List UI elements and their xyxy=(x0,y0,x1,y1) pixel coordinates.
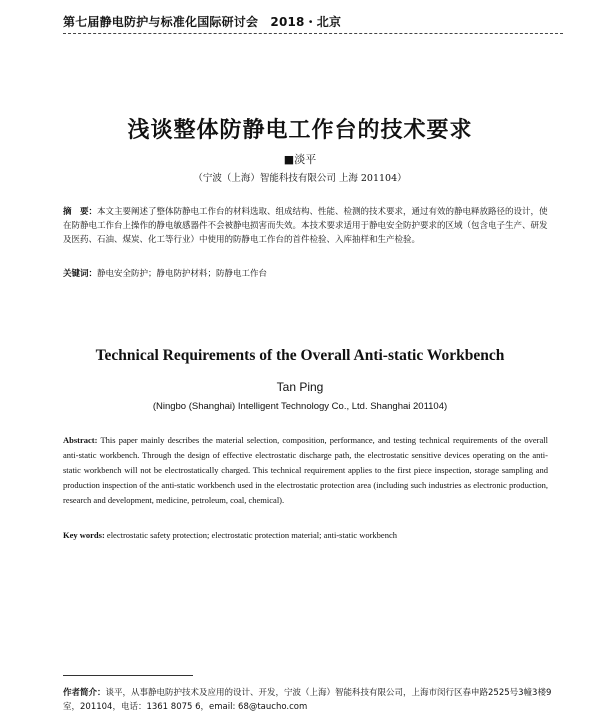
footnote-label: 作者简介： xyxy=(63,688,106,698)
english-keywords xyxy=(63,530,548,540)
english-abstract xyxy=(63,433,548,508)
english-abstract-text: This paper mainly describes the material selection, composition, performance, and testing technical requirements of the overall anti-static workbench. Through the design of effective electrostatic discharge path, the electrostatic sensitive devices operating on the anti-static workbench will not be electrostatically charged. This technical requirement applies to the first piece inspection, storage sampling and production inspection of the anti-static workbench used in the electrostatic protection area (including such industries as electronic production, research and development, medicine, petroleum, coal, chemical). xyxy=(63,435,548,505)
header-rule xyxy=(63,33,563,34)
chinese-abstract-text: 本文主要阐述了整体防静电工作台的材料选取、组成结构、性能、检测的技术要求，通过有效的静电释放路径的设计，使在防静电工作台上操作的静电敏感器件不会被静电损害而失效。本技术要求适用于静电安全防护要求的区域（包含电子生产、研发及医药、石油、煤炭、化工等行业）中使用的防静电工作台的首件检验、入库抽样和生产检验。 xyxy=(63,207,548,245)
english-keywords-text: electrostatic safety protection; electrostatic protection material; anti-static workbench xyxy=(106,530,397,540)
chinese-title: 浅谈整体防静电工作台的技术要求 xyxy=(127,117,473,143)
author-marker: ■ xyxy=(283,153,295,166)
chinese-keywords-label: 关键词： xyxy=(63,269,98,279)
chinese-abstract-label: 摘 要： xyxy=(63,207,98,217)
english-author: Tan Ping xyxy=(276,380,324,394)
chinese-abstract xyxy=(63,205,553,247)
footnote-text: 谈平，从事静电防护技术及应用的设计、开发，宁波（上海）智能科技有限公司，上海市闵行区春申路2525号3幢3楼9室，201104，电话：1361 8075 6，email: 68@taucho.com xyxy=(63,688,552,712)
chinese-keywords xyxy=(63,267,553,279)
chinese-author-line xyxy=(0,151,600,167)
english-title: Technical Requirements of the Overall Anti-static Workbench xyxy=(95,347,505,364)
chinese-keywords-text: 静电安全防护；静电防护材料；防静电工作台 xyxy=(97,269,268,279)
running-header: 第七届静电防护与标准化国际研讨会 2018・北京 xyxy=(63,15,342,29)
footnote-rule xyxy=(63,675,193,676)
english-affiliation: (Ningbo (Shanghai) Intelligent Technology Co., Ltd. Shanghai 201104) xyxy=(152,401,448,412)
chinese-affiliation: （宁波（上海）智能科技有限公司 上海 201104） xyxy=(193,173,407,184)
english-keywords-label: Key words: xyxy=(63,530,105,540)
author-footnote xyxy=(63,686,553,714)
english-abstract-label: Abstract: xyxy=(63,435,98,445)
chinese-author: 淡平 xyxy=(294,153,317,166)
